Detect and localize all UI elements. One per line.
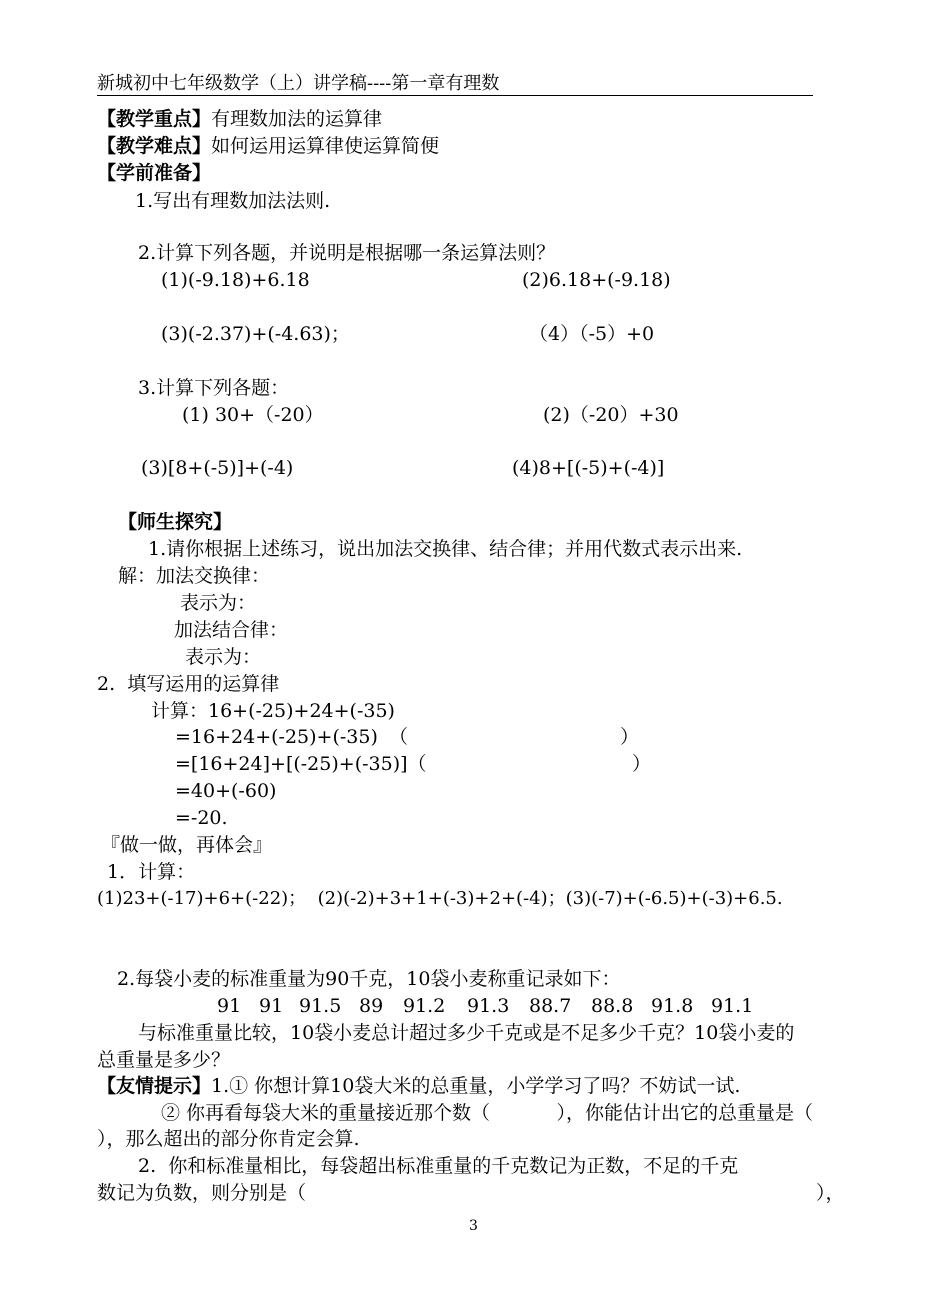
prep-q3-item-3: (3)[8+(-5)]+(-4) [141,457,294,479]
prep-heading: 【学前准备】 [97,162,212,184]
prep-q3-item-4: (4)8+[(-5)+(-4)] [512,457,665,479]
hint-line-2: ② 你再看每袋大米的重量接近那个数（ ），你能估计出它的总重量是（ [161,1102,813,1124]
weight-7: 88.7 [529,995,572,1017]
hint-line-1 [97,1074,740,1098]
explore-question-2: 2. 填写运用的运算律 [97,673,280,695]
hint-text-1: 1.① 你想计算10袋大米的总重量，小学学习了吗？不妨试一试. [211,1075,741,1097]
weight-1: 91 [217,995,242,1017]
weight-2: 91 [259,995,284,1017]
prep-q3-item-2: (2)（-20）+30 [543,404,679,426]
prep-q3-item-1: (1) 30+（-20） [182,404,324,426]
difficult-point-text: 如何运用运算律使运算简便 [211,135,440,157]
explore-question-1: 1.请你根据上述练习，说出加法交换律、结合律；并用代数式表示出来. [148,538,743,560]
explore-step-4: =-20. [175,807,228,829]
page-header: 新城初中七年级数学（上）讲学稿----第一章有理数 [97,73,500,94]
hint-line-3: ），那么超出的部分你肯定会算. [97,1128,360,1150]
header-rule [97,95,813,96]
explore-assoc: 加法结合律： [174,619,289,641]
weight-4: 89 [359,995,384,1017]
page-number: 3 [469,1218,478,1234]
practice-q2-text-2: 总重量是多少？ [97,1049,231,1071]
practice-question-1: 1．计算： [107,861,196,883]
practice-question-2: 2.每袋小麦的标准重量为90千克，10袋小麦称重记录如下： [117,968,621,990]
key-point [97,107,382,131]
hint-line-5-end: ）， [816,1182,845,1204]
practice-q2-text-1: 与标准重量比较，10袋小麦总计超过多少千克或是不足多少千克？10袋小麦的 [138,1022,795,1044]
explore-solution: 解：加法交换律： [118,565,271,587]
prep-question-2: 2.计算下列各题，并说明是根据哪一条运算法则？ [138,242,556,264]
weight-8: 88.8 [591,995,634,1017]
prep-q2-item-3: (3)(-2.37)+(-4.63)； [161,323,350,345]
weight-10: 91.1 [711,995,754,1017]
practice-q1-items: (1)23+(-17)+6+(-22)； (2)(-2)+3+1+(-3)+2+(-4)；(3)(-7)+(-6.5)+(-3)+6.5. [97,888,783,909]
explore-step-2: =[16+24]+[(-25)+(-35)]（ [175,753,427,775]
key-point-text: 有理数加法的运算律 [211,108,383,130]
step-1-paren-open: （ [389,726,409,748]
explore-step-1: =16+24+(-25)+(-35) [175,726,378,748]
weight-5: 91.2 [403,995,446,1017]
explore-heading: 【师生探究】 [118,511,233,533]
explore-expr-2: 表示为： [185,646,262,668]
prep-q2-item-1: (1)(-9.18)+6.18 [161,269,310,291]
prep-question-3: 3.计算下列各题： [138,377,290,399]
difficult-point [97,134,439,158]
explore-calc: 计算：16+(-25)+24+(-35) [151,700,395,722]
difficult-point-label: 【教学难点】 [97,135,212,157]
practice-heading: 『做一做，再体会』 [101,834,273,856]
explore-step-3: =40+(-60) [175,780,277,802]
key-point-label: 【教学重点】 [97,108,212,130]
weight-6: 91.3 [467,995,510,1017]
step-1-paren-close: ） [620,726,640,748]
hint-line-5: 数记为负数，则分别是（ [97,1182,307,1204]
hint-line-4: 2. 你和标准量相比，每袋超出标准重量的千克数记为正数，不足的千克 [138,1155,739,1177]
prep-q2-item-4: （4）（-5）+0 [529,323,655,345]
weight-9: 91.8 [651,995,694,1017]
prep-q2-item-2: (2)6.18+(-9.18) [522,269,671,291]
prep-question-1: 1.写出有理数加法法则. [135,190,331,212]
explore-expr-1: 表示为： [180,592,257,614]
step-2-paren-close: ） [632,753,652,775]
hint-label: 【友情提示】 [97,1075,212,1097]
weight-3: 91.5 [299,995,342,1017]
